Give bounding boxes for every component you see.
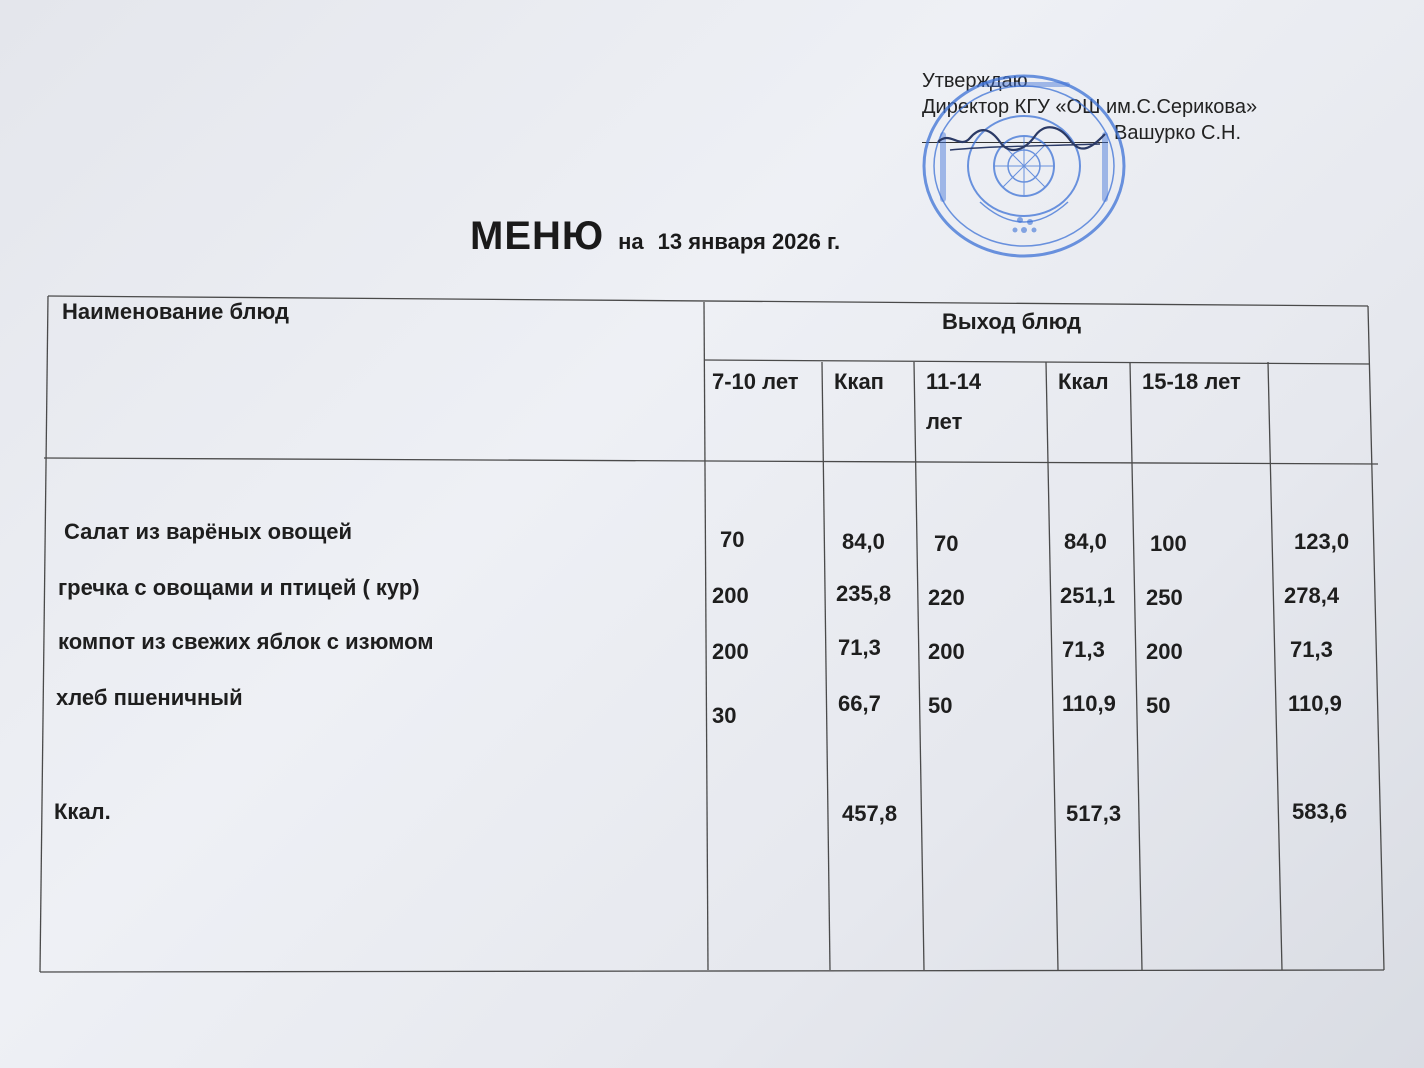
row-4-v6: 110,9 [1288, 691, 1342, 716]
page-title [470, 214, 840, 259]
row-1-v3: 70 [934, 531, 959, 556]
approver-name: Вашурко С.Н. [1114, 122, 1242, 144]
row-4-v3: 50 [928, 693, 953, 718]
row-4-v5: 50 [1146, 693, 1171, 718]
total-15-18: 583,6 [1292, 799, 1348, 824]
title-prep: на [618, 229, 644, 254]
row-4-v2: 66,7 [838, 691, 881, 716]
approval-title: Утверждаю [922, 70, 1028, 92]
row-2-v3: 220 [928, 585, 965, 610]
row-1-v2: 84,0 [842, 529, 885, 554]
col-11-14: 11-14 [926, 369, 982, 394]
total-11-14: 517,3 [1066, 801, 1122, 826]
row-4-v1: 30 [712, 703, 737, 728]
col-11-14-years: лет [926, 409, 963, 434]
col-15-18: 15-18 лет [1142, 369, 1241, 394]
row-3-v2: 71,3 [838, 635, 881, 660]
row-3-v1: 200 [712, 639, 749, 664]
row-3-v3: 200 [928, 639, 965, 664]
signature-underline [922, 142, 1108, 143]
row-2-v6: 278,4 [1284, 583, 1340, 608]
header-dish-name: Наименование блюд [62, 299, 289, 324]
col-7-10: 7-10 лет [712, 369, 799, 394]
signature-icon [930, 120, 1110, 160]
approval-block [922, 68, 1342, 144]
col-kkal-1: Ккап [834, 369, 884, 394]
title-main: МЕНЮ [470, 214, 605, 258]
col-kkal-2: Ккал [1058, 369, 1109, 394]
row-1-v6: 123,0 [1294, 529, 1350, 554]
title-date: 13 января 2026 г. [657, 229, 841, 254]
row-1-v4: 84,0 [1064, 529, 1107, 554]
approval-position: Директор КГУ «ОШ им.С.Серикова» [922, 96, 1258, 118]
row-4-v4: 110,9 [1062, 691, 1116, 716]
total-7-10: 457,8 [842, 801, 898, 826]
row-2-v2: 235,8 [836, 581, 892, 606]
row-2-dish: гречка с овощами и птицей ( кур) [58, 575, 420, 600]
row-3-v4: 71,3 [1062, 637, 1105, 662]
row-1-dish: Салат из варёных овощей [64, 519, 353, 544]
row-4-dish: хлеб пшеничный [56, 685, 243, 710]
total-label: Ккал. [54, 799, 111, 824]
header-output: Выход блюд [942, 309, 1082, 334]
row-3-dish: компот из свежих яблок с изюмом [58, 629, 434, 654]
row-3-v5: 200 [1146, 639, 1183, 664]
row-1-v1: 70 [720, 527, 745, 552]
row-1-v5: 100 [1150, 531, 1187, 556]
row-2-v5: 250 [1146, 585, 1183, 610]
row-2-v4: 251,1 [1060, 583, 1116, 608]
row-2-v1: 200 [712, 583, 749, 608]
row-3-v6: 71,3 [1290, 637, 1333, 662]
